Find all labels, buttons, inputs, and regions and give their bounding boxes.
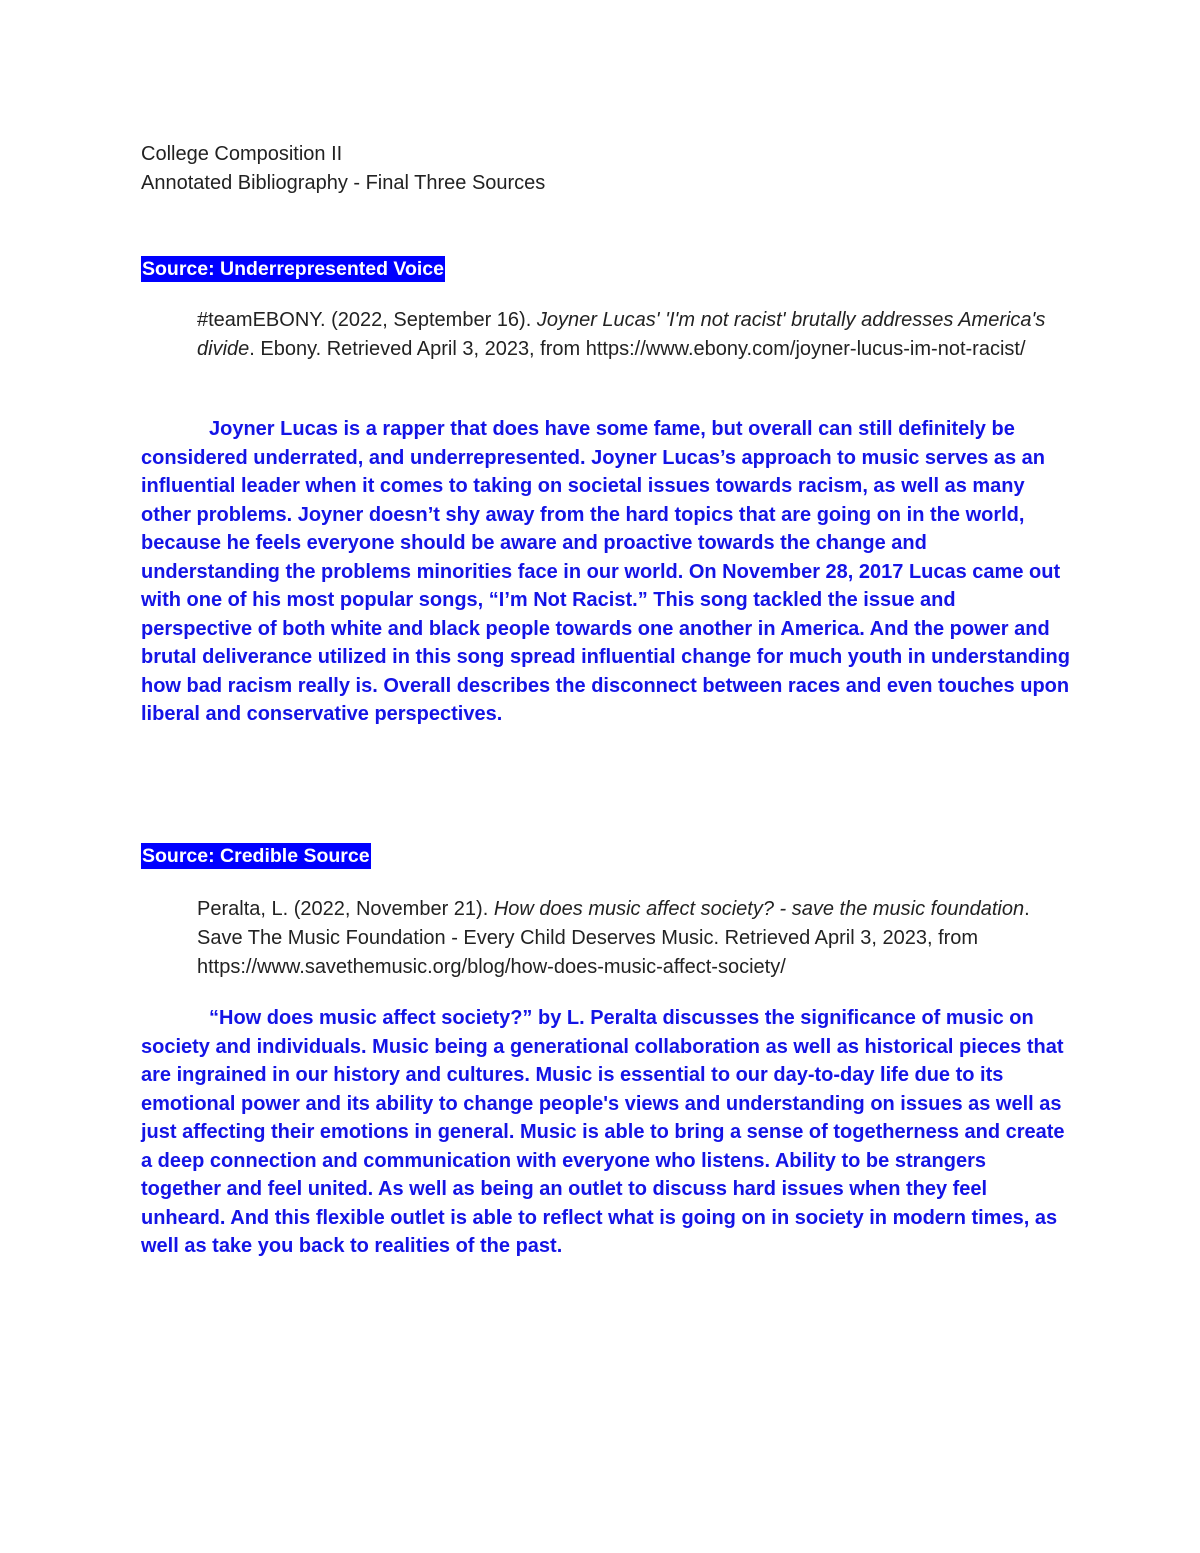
document-title: Annotated Bibliography - Final Three Sources xyxy=(141,172,546,194)
citation-ebony xyxy=(197,306,1077,364)
citation-author-date: #teamEBONY. (2022, September 16). xyxy=(197,309,537,331)
source-heading-credible-source: Source: Credible Source xyxy=(142,845,370,867)
citation-author-date: Peralta, L. (2022, November 21). xyxy=(197,898,494,920)
annotation-paragraph-music-society: “How does music affect society?” by L. Peralta discusses the significance of music on society and individuals. Music being a generational collaboration as well as historical pieces that are ingrained in our history and cultures. Music is essential to our day-to-day life due to its emotional power and its ability to change people's views and understanding on issues as well as just affecting their emotions in general. Music is able to bring a sense of togetherness and create a deep connection and communication with everyone who listens. Ability to be strangers together and feel united. As well as being an outlet to discuss hard issues when they feel unheard. And this flexible outlet is able to reflect what is going on in society in modern times, as well as take you back to realities of the past. xyxy=(141,1007,1065,1257)
annotation-paragraph-joyner-lucas: Joyner Lucas is a rapper that does have some fame, but overall can still definitely be considered underrated, and underrepresented. Joyner Lucas’s approach to music serves as an influential leader when it comes to taking on societal issues towards racism, as well as many other problems. Joyner doesn’t shy away from the hard topics that are going on in the world, because he feels everyone should be aware and proactive towards the change and understanding the problems minorities face in our world. On November 28, 2017 Lucas came out with one of his most popular songs, “I’m Not Racist.” This song tackled the issue and perspective of both white and black people towards one another in America. And the power and brutal deliverance utilized in this song spread influential change for much youth in understanding how bad racism really is. Overall describes the disconnect between races and even touches upon liberal and conservative perspectives. xyxy=(141,418,1070,725)
citation-save-the-music xyxy=(197,895,1077,982)
citation-publisher-retrieval: . Save The Music Foundation - Every Child Deserves Music. Retrieved April 3, 2023, from https://www.savethemusic.org/blog/how-does-music-affect-society/ xyxy=(197,898,1030,978)
citation-title: Joyner Lucas' 'I'm not racist' brutally addresses America's divide xyxy=(197,309,1046,360)
course-name: College Composition II xyxy=(141,143,343,165)
source-heading-underrepresented-voice: Source: Underrepresented Voice xyxy=(142,258,444,280)
citation-publisher-retrieval: . Ebony. Retrieved April 3, 2023, from https://www.ebony.com/joyner-lucus-im-not-racist/ xyxy=(249,338,1026,360)
citation-title: How does music affect society? - save the music foundation xyxy=(493,898,1025,920)
